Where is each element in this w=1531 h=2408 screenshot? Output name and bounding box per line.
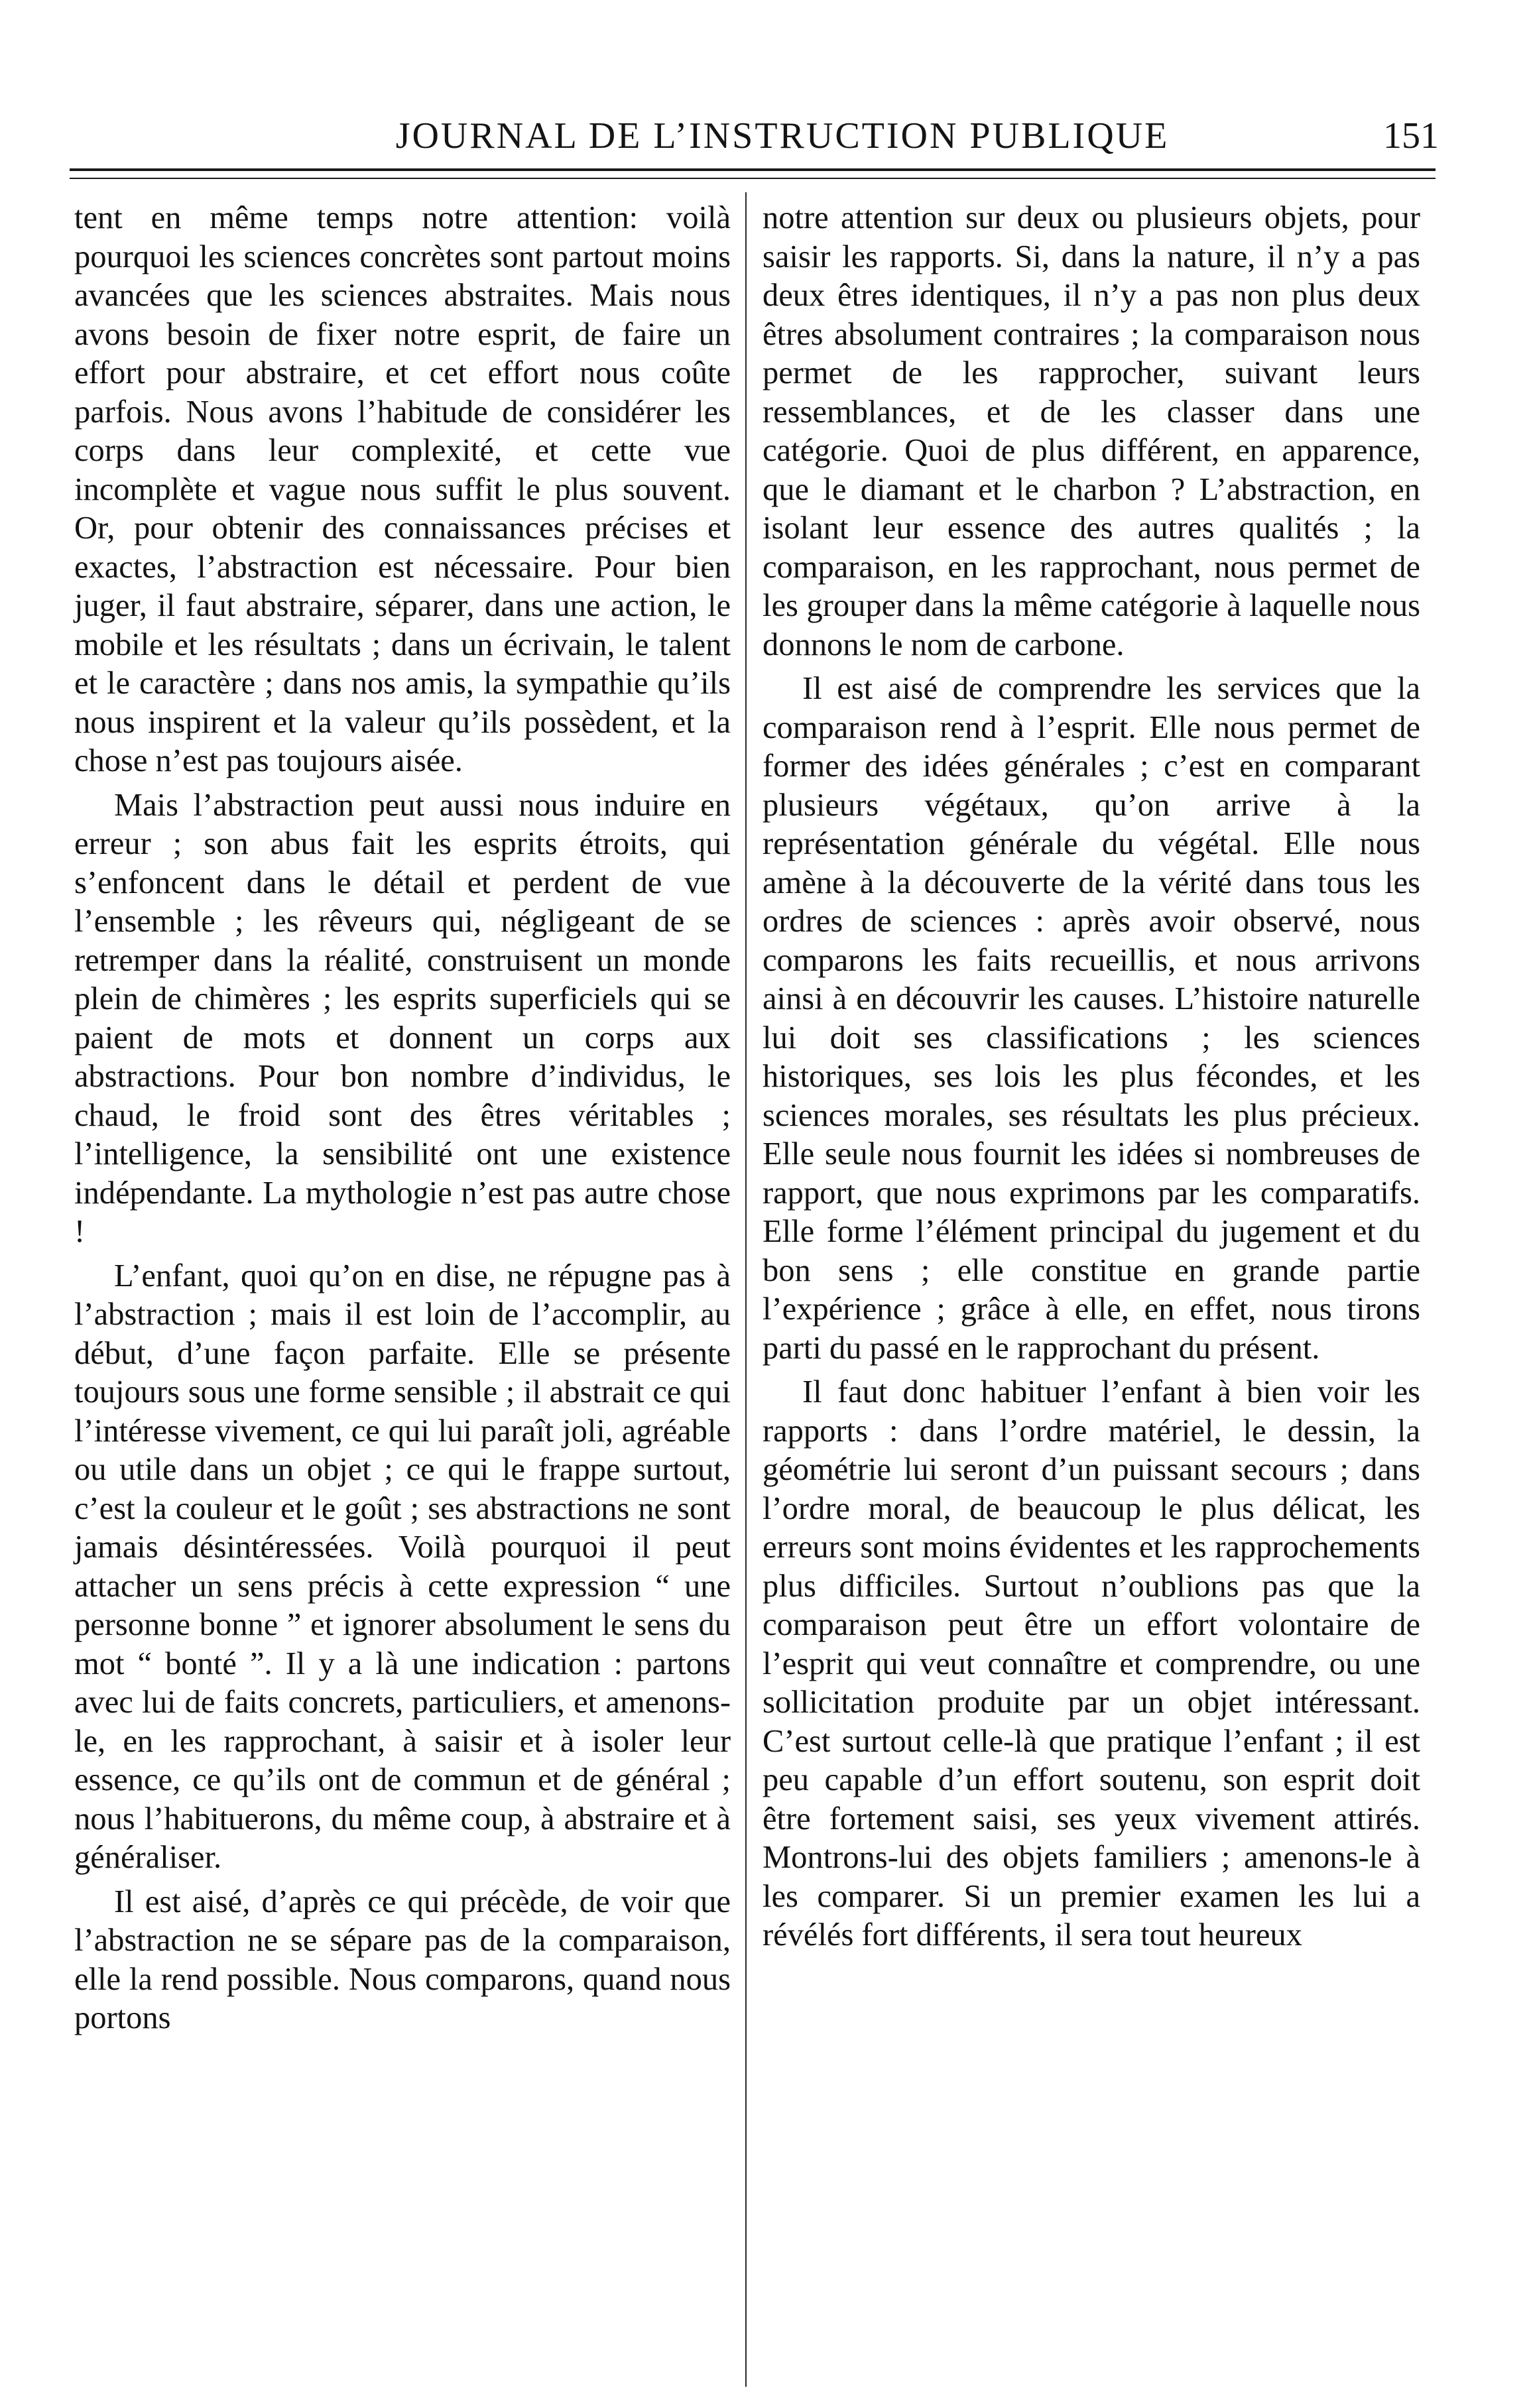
column-divider (745, 192, 747, 2387)
page-number: 151 (1383, 115, 1439, 156)
paragraph: Mais l’abstraction peut aussi nous induire en erreur ; son abus fait les esprits étroits, qui s’enfoncent dans le détail et perdent de vue l’ensemble ; les rêveurs qui, négligeant de se retremper dans la réalité, construisent un monde plein de chimères ; les esprits superficiels qui se paient de mots et donnent un corps aux abstractions. Pour bon nombre d’individus, le chaud, le froid sont des êtres véritables ; l’intelligence, la sensibilité ont une existence indépendante. La mythologie n’est pas autre chose ! (74, 787, 731, 1249)
paragraph: tent en même temps notre attention: voilà pourquoi les sciences concrètes sont partout moins avancées que les sciences abstraites. Mais nous avons besoin de fixer notre esprit, de faire un effort pour abstraire, et cet effort nous coûte parfois. Nous avons l’habitude de considérer les corps dans leur complexité, et cette vue incomplète et vague nous suffit le plus souvent. Or, pour obtenir des connaissances précises et exactes, l’abstraction est nécessaire. Pour bien juger, il faut abstraire, séparer, dans une action, le mobile et les résultats ; dans un écrivain, le talent et le caractère ; dans nos amis, la sympathie qu’ils nous inspirent et la valeur qu’ils possèdent, et la chose n’est pas toujours aisée. (74, 200, 731, 778)
paragraph: Il est aisé, d’après ce qui précède, de voir que l’abstraction ne se sépare pas de la comparaison, elle la rend possible. Nous comparons, quand nous portons (74, 1884, 731, 2035)
running-header (66, 106, 1445, 166)
paragraph: notre attention sur deux ou plusieurs objets, pour saisir les rapports. Si, dans la nature, il n’y a pas deux êtres identiques, il n’y a pas non plus deux êtres absolument contraires ; la comparaison nous permet de les rapprocher, suivant leurs ressemblances, et de les classer dans une catégorie. Quoi de plus différent, en apparence, que le diamant et le charbon ? L’abstraction, en isolant leur essence des autres qualités ; la comparaison, en les rapprochant, nous permet de les grouper dans la même catégorie à laquelle nous donnons le nom de carbone. (763, 200, 1420, 662)
paragraph: Il est aisé de comprendre les services que la comparaison rend à l’esprit. Elle nous permet de former des idées générales ; c’est en comparant plusieurs végétaux, qu’on arrive à la représentation générale du végétal. Elle nous amène à la découverte de la vérité dans tous les ordres de sciences : après avoir observé, nous comparons les faits recueillis, et nous arrivons ainsi à en découvrir les causes. L’histoire naturelle lui doit ses classifications ; les sciences historiques, ses lois les plus fécondes, et les sciences morales, ses résultats les plus précieux. Elle seule nous fournit les idées si nombreuses de rapport, que nous exprimons par les comparatifs. Elle forme l’élément principal du jugement et du bon sens ; elle constitue en grande partie l’expérience ; grâce à elle, en effet, nous tirons parti du passé en le rapprochant du présent. (763, 671, 1420, 1366)
header-rule-thick (70, 168, 1436, 171)
journal-title: JOURNAL DE L’INSTRUCTION PUBLIQUE (395, 115, 1170, 156)
paragraph: L’enfant, quoi qu’on en dise, ne répugne pas à l’abstraction ; mais il est loin de l’accomplir, au début, d’une façon parfaite. Elle se présente toujours sous une forme sensible ; il abstrait ce qui l’intéresse vivement, ce qui lui paraît joli, agréable ou utile dans un objet ; ce qui le frappe surtout, c’est la couleur et le goût ; ses abstractions ne sont jamais désintéressées. Voilà pourquoi il peut attacher un sens précis à cette expression “ une personne bonne ” et ignorer absolument le sens du mot “ bonté ”. Il y a là une indication : partons avec lui de faits concrets, particuliers, et amenons-le, en les rapprochant, à saisir et à isoler leur essence, ce qu’ils ont de commun et de général ; nous l’habituerons, du même coup, à abstraire et à généraliser. (74, 1258, 731, 1875)
header-rule-thin (70, 178, 1436, 179)
paragraph: Il faut donc habituer l’enfant à bien voir les rapports : dans l’ordre matériel, le dessin, la géométrie lui seront d’un puissant secours ; dans l’ordre moral, de beaucoup le plus délicat, les erreurs sont moins évidentes et les rapprochements plus difficiles. Surtout n’oublions pas que la comparaison peut être un effort volontaire de l’esprit qui veut connaître et comprendre, ou une sollicitation produite par un objet intéressant. C’est surtout celle-là que pratique l’enfant ; il est peu capable d’un effort soutenu, son esprit doit être fortement saisi, ses yeux vivement attirés. Montrons-lui des objets familiers ; amenons-le à les comparer. Si un premier examen les lui a révélés fort différents, il sera tout heureux (763, 1374, 1420, 1953)
right-column (763, 199, 1420, 1955)
left-column (74, 199, 731, 2038)
